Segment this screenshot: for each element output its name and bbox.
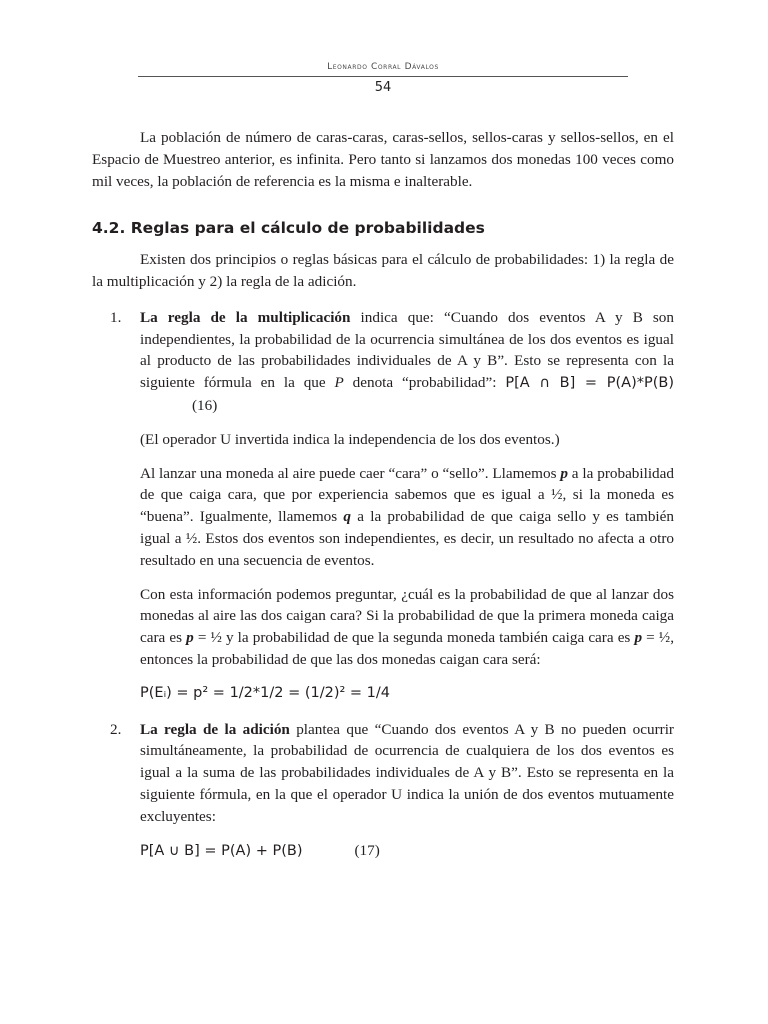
variable-p-bold-1: p — [186, 629, 194, 647]
list-item-addition-rule — [92, 719, 674, 863]
variable-p-bold: p — [560, 464, 568, 482]
header-rule — [138, 76, 628, 77]
independence-note: (El operador U invertida indica la independencia de los dos eventos.) — [140, 430, 560, 448]
rule-name-bold: La regla de la adición — [140, 720, 290, 738]
list-item-number: 2. — [110, 720, 122, 738]
variable-p: P — [334, 374, 344, 392]
two-coins-text-b: = ½ y la probabilidad de que la segunda moneda también caiga cara es — [193, 629, 635, 647]
list-item-multiplication-rule — [92, 307, 674, 705]
rule-text: plantea que “Cuando dos eventos A y B no pueden ocurrir simultáneamente, la probabilidad de ocurrencia de cualquiera de los dos eventos es igual a la suma de las probabilidades individuales de A y B”. Esto se representa en la siguiente fórmula, en la que el operador U indica la unión de dos eventos mutuamente excluyentes: — [140, 720, 674, 825]
multiplication-rule-paragraph — [140, 307, 674, 417]
variable-p-bold-2: p — [634, 629, 643, 647]
section-intro-paragraph: Existen dos principios o reglas básicas para el cálculo de probabilidades: 1) la regla de la multiplicación y 2) la regla de la adición. — [92, 251, 674, 290]
coin-text-b: a la probabilidad de que caiga cara, que por experiencia sabemos que es igual a ½, si la moneda es “buena”. Igualmente, llamemos — [140, 464, 674, 526]
rule-name-bold: La regla de la multiplicación — [140, 308, 351, 326]
formula-17-line — [140, 840, 674, 863]
intro-paragraph: La población de número de caras-caras, caras-sellos, sellos-caras y sellos-sellos, en el Espacio de Muestreo anterior, es infinita. Pero tanto si lanzamos dos monedas 100 veces como mil veces, la población de referencia es la misma e inalterable. — [92, 129, 674, 190]
two-coins-paragraph — [140, 584, 674, 671]
page-header — [138, 62, 628, 95]
equation-number-17: (17) — [354, 841, 380, 859]
coin-text-c: a la probabilidad de que caiga sello y es también igual a ½. Estos dos eventos son independientes, es decir, un resultado no afecta a otro resultado en una secuencia de eventos. — [140, 508, 674, 569]
formula-two-heads: P(Eᵢ) = p² = 1/2*1/2 = (1/2)² = 1/4 — [140, 684, 391, 701]
list-item-number: 1. — [110, 308, 122, 326]
section-heading: 4.2. Reglas para el cálculo de probabilidades — [92, 219, 485, 238]
page-body — [92, 127, 674, 862]
two-coins-text-a: Con esta información podemos preguntar, ¿cuál es la probabilidad de que al lanzar dos monedas al aire las dos caigan cara? Si la probabilidad de que la primera moneda caiga cara es — [140, 585, 674, 647]
page-number: 54 — [374, 80, 392, 95]
two-coins-text-c: = ½, entonces la probabilidad de que las dos monedas caigan cara será: — [140, 629, 674, 668]
addition-rule-paragraph — [140, 719, 674, 828]
formula-17: P[A ∪ B] = P(A) + P(B) — [140, 842, 303, 859]
formula-16: P[A ∩ B] = P(A)*P(B) — [505, 375, 674, 392]
coin-text-a: Al lanzar una moneda al aire puede caer “cara” o “sello”. Llamemos — [140, 464, 561, 482]
running-head: Leonardo Corral Dávalos — [327, 62, 439, 72]
rule-text: indica que: “Cuando dos eventos A y B son independientes, la probabilidad de la ocurrencia simultánea de los dos eventos es igual al producto de las probabilidades individuales de A y B”. Esto se representa con la siguiente fórmula en la que — [140, 308, 674, 392]
rule-text-2: denota “probabilidad”: — [343, 374, 506, 392]
equation-number-16: (16) — [192, 396, 218, 414]
coin-paragraph — [140, 463, 674, 572]
variable-q-bold: q — [343, 508, 352, 526]
